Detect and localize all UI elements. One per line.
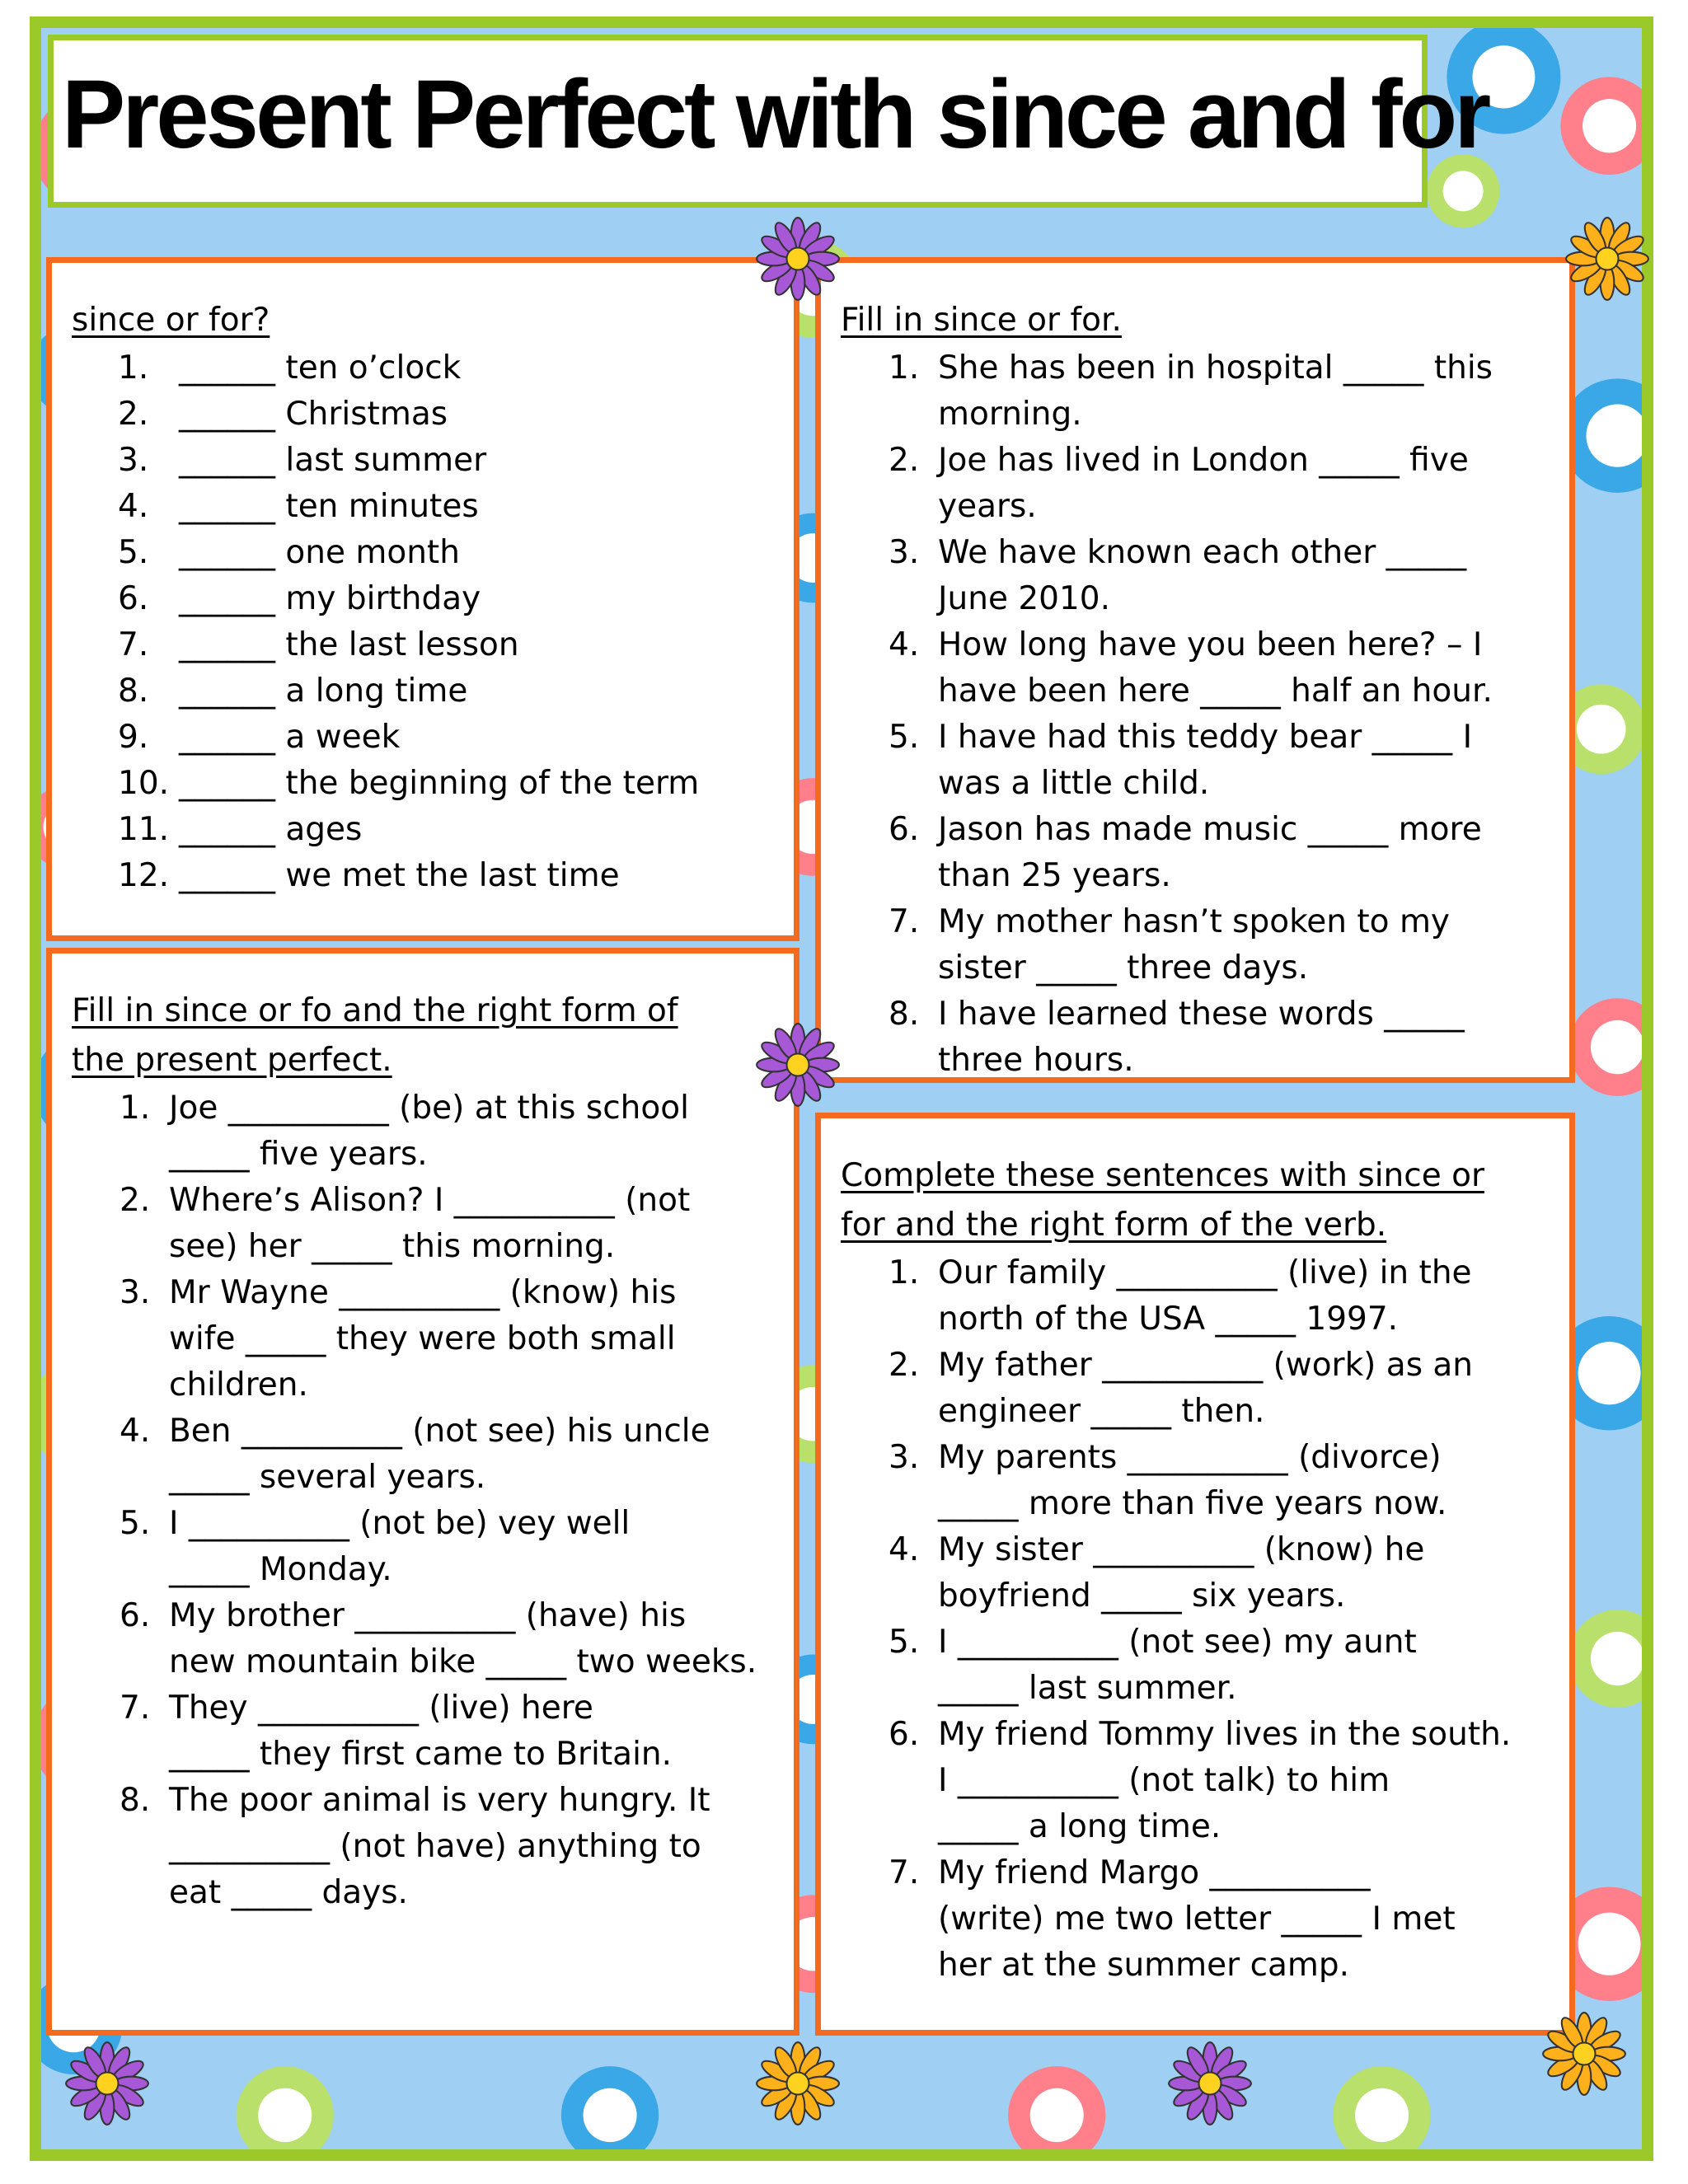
item-number: 7.	[889, 1854, 920, 1891]
item-line: Joe has lived in London _____ five	[938, 442, 1469, 479]
list-item	[841, 899, 1558, 991]
item-text: ______ ten o’clock	[179, 349, 462, 387]
orange-flower-icon	[1564, 216, 1650, 302]
item-line: Joe __________ (be) at this school	[169, 1090, 689, 1127]
list-item	[841, 1619, 1558, 1712]
item-number: 7.	[889, 903, 920, 940]
list-item	[72, 1270, 789, 1408]
item-number: 8.	[889, 996, 920, 1033]
purple-flower-icon	[755, 1022, 841, 1108]
item-number: 1.	[118, 349, 149, 387]
list-item	[841, 530, 1558, 622]
list-item	[72, 715, 781, 761]
exercise2-heading: Fill in since or for.	[841, 302, 1122, 339]
item-number: 5.	[120, 1505, 151, 1542]
page-title: Present Perfect with since and for	[62, 60, 1489, 169]
item-number: 1.	[120, 1090, 151, 1127]
item-line: wife _____ they were both small	[169, 1320, 676, 1357]
exercise1-heading-wrap	[72, 296, 270, 345]
exercise3-heading-wrap	[72, 987, 678, 1085]
item-line: eat _____ days.	[169, 1874, 408, 1911]
item-line: My parents __________ (divorce)	[938, 1439, 1442, 1476]
item-number: 6.	[889, 1716, 920, 1753]
list-item	[72, 1685, 789, 1778]
item-line: _____ Monday.	[169, 1551, 392, 1588]
background-dot-center	[1443, 171, 1484, 211]
item-text: ______ the beginning of the term	[179, 765, 700, 802]
item-number: 7.	[118, 626, 149, 663]
item-number: 4.	[120, 1413, 151, 1450]
item-text: ______ ten minutes	[179, 488, 479, 525]
background-dot-center	[1577, 705, 1626, 754]
item-number: 8.	[118, 673, 149, 710]
exercise4-heading-line: Complete these sentences with since or	[841, 1157, 1484, 1194]
item-number: 5.	[118, 534, 149, 571]
exercise4-heading-line: for and the right form of the verb.	[841, 1207, 1387, 1244]
list-item	[841, 991, 1558, 1084]
item-text: ______ ages	[179, 811, 363, 848]
item-line: _____ more than five years now.	[938, 1485, 1447, 1522]
item-line: I have had this teddy bear _____ I	[938, 719, 1473, 756]
item-text: ______ we met the last time	[179, 857, 620, 894]
item-line: (write) me two letter _____ I met	[938, 1900, 1456, 1938]
background-dot-center	[1582, 99, 1636, 152]
item-number: 2.	[118, 396, 149, 433]
item-number: 9.	[118, 719, 149, 756]
purple-flower-icon	[1167, 2041, 1253, 2126]
item-line: I __________ (not be) vey well	[169, 1505, 631, 1542]
item-number: 4.	[889, 626, 920, 663]
item-line: _____ several years.	[169, 1459, 486, 1496]
item-line: see) her _____ this morning.	[169, 1228, 616, 1265]
item-number: 3.	[889, 534, 920, 571]
item-line: Jason has made music _____ more	[938, 811, 1482, 848]
exercise2-panel	[815, 257, 1575, 1083]
list-item	[72, 345, 781, 391]
background-dot-center	[1355, 2088, 1409, 2142]
item-number: 2.	[889, 442, 920, 479]
item-line: _____ last summer.	[938, 1670, 1237, 1707]
list-item	[72, 530, 781, 576]
item-line: They __________ (live) here	[169, 1690, 593, 1727]
list-item	[72, 622, 781, 668]
purple-flower-icon	[755, 216, 841, 302]
list-item	[72, 1408, 789, 1501]
item-number: 8.	[120, 1782, 151, 1819]
exercise3-heading-line: the present perfect.	[72, 1042, 392, 1079]
item-line: years.	[938, 488, 1037, 525]
item-number: 3.	[118, 442, 149, 479]
item-line: I have learned these words _____	[938, 996, 1465, 1033]
item-line: children.	[169, 1366, 308, 1404]
background-dot-center	[1591, 1632, 1642, 1685]
background-dot-center	[1030, 2088, 1084, 2142]
item-line: The poor animal is very hungry. It	[169, 1782, 710, 1819]
exercise1-list	[72, 345, 781, 899]
list-item	[841, 1435, 1558, 1527]
list-item	[841, 715, 1558, 807]
item-line: How long have you been here? – I	[938, 626, 1483, 663]
item-line: _____ a long time.	[938, 1808, 1221, 1845]
background-dot-center	[1578, 1913, 1641, 1975]
list-item	[841, 345, 1558, 438]
item-line: My father __________ (work) as an	[938, 1347, 1474, 1384]
item-line: I __________ (not see) my aunt	[938, 1624, 1417, 1661]
item-line: Where’s Alison? I __________ (not	[169, 1182, 691, 1219]
exercise3-heading-line: Fill in since or fo and the right form of	[72, 992, 678, 1029]
background-dot-center	[1578, 1342, 1641, 1404]
item-line: was a little child.	[938, 765, 1210, 802]
item-number: 6.	[118, 580, 149, 617]
item-number: 3.	[120, 1274, 151, 1311]
orange-flower-icon	[755, 2041, 841, 2126]
item-number: 2.	[889, 1347, 920, 1384]
item-text: ______ one month	[179, 534, 460, 571]
item-line: her at the summer camp.	[938, 1947, 1350, 1984]
list-item	[72, 668, 781, 715]
item-line: She has been in hospital _____ this	[938, 349, 1493, 387]
item-text: ______ last summer	[179, 442, 487, 479]
item-text: ______ a week	[179, 719, 401, 756]
background-dot-center	[258, 2088, 312, 2142]
list-item	[841, 1527, 1558, 1619]
item-line: three hours.	[938, 1042, 1134, 1079]
list-item	[72, 484, 781, 530]
item-line: My mother hasn’t spoken to my	[938, 903, 1451, 940]
item-number: 5.	[889, 719, 920, 756]
item-number: 1.	[889, 1254, 920, 1291]
item-line: Ben __________ (not see) his uncle	[169, 1413, 710, 1450]
item-number: 11.	[118, 811, 170, 848]
item-line: My brother __________ (have) his	[169, 1597, 687, 1634]
list-item	[72, 1778, 789, 1916]
purple-flower-icon	[64, 2041, 150, 2126]
item-number: 6.	[120, 1597, 151, 1634]
exercise2-heading-wrap	[841, 296, 1122, 345]
list-item	[841, 1712, 1558, 1850]
item-line: _____ five years.	[169, 1136, 428, 1173]
list-item	[841, 438, 1558, 530]
background-dot-center	[584, 2088, 637, 2142]
list-item	[72, 1085, 789, 1178]
item-number: 6.	[889, 811, 920, 848]
exercise2-list	[841, 345, 1558, 1084]
list-item	[841, 807, 1558, 899]
list-item	[72, 853, 781, 899]
exercise3-panel	[46, 948, 799, 2036]
exercise1-panel	[46, 257, 799, 941]
item-line: __________ (not have) anything to	[169, 1828, 701, 1865]
item-line: June 2010.	[938, 580, 1110, 617]
item-line: Mr Wayne __________ (know) his	[169, 1274, 677, 1311]
item-line: boyfriend _____ six years.	[938, 1577, 1346, 1615]
exercise4-heading-wrap	[841, 1151, 1484, 1250]
item-line: Our family __________ (live) in the	[938, 1254, 1472, 1291]
item-line: new mountain bike _____ two weeks.	[169, 1643, 757, 1680]
item-number: 10.	[118, 765, 170, 802]
item-text: ______ the last lesson	[179, 626, 519, 663]
exercise4-panel	[815, 1113, 1575, 2036]
item-number: 12.	[118, 857, 170, 894]
item-number: 3.	[889, 1439, 920, 1476]
item-line: engineer _____ then.	[938, 1393, 1265, 1430]
exercise4-list	[841, 1250, 1558, 1989]
item-line: I __________ (not talk) to him	[938, 1762, 1390, 1799]
item-number: 4.	[118, 488, 149, 525]
list-item	[841, 1343, 1558, 1435]
item-line: north of the USA _____ 1997.	[938, 1301, 1399, 1338]
item-number: 1.	[889, 349, 920, 387]
item-line: sister _____ three days.	[938, 949, 1309, 987]
exercise3-list	[72, 1085, 789, 1916]
list-item	[72, 1501, 789, 1593]
item-line: have been here _____ half an hour.	[938, 673, 1493, 710]
background-dot-center	[1591, 1020, 1642, 1074]
item-number: 5.	[889, 1624, 920, 1661]
item-line: My friend Margo __________	[938, 1854, 1371, 1891]
list-item	[841, 1850, 1558, 1989]
list-item	[841, 622, 1558, 715]
item-text: ______ a long time	[179, 673, 468, 710]
title-box	[48, 35, 1489, 208]
item-line: _____ they first came to Britain.	[169, 1736, 673, 1773]
orange-flower-icon	[1541, 2011, 1627, 2097]
item-number: 2.	[120, 1182, 151, 1219]
item-line: We have known each other _____	[938, 534, 1467, 571]
item-number: 7.	[120, 1690, 151, 1727]
list-item	[72, 807, 781, 853]
item-line: My friend Tommy lives in the south.	[938, 1716, 1512, 1753]
list-item	[841, 1250, 1558, 1343]
exercise1-heading: since or for?	[72, 302, 270, 339]
item-line: morning.	[938, 396, 1082, 433]
item-text: ______ Christmas	[179, 396, 448, 433]
item-line: than 25 years.	[938, 857, 1171, 894]
item-text: ______ my birthday	[179, 580, 481, 617]
list-item	[72, 1593, 789, 1685]
list-item	[72, 391, 781, 438]
list-item	[72, 438, 781, 484]
list-item	[72, 761, 781, 807]
item-number: 4.	[889, 1531, 920, 1568]
list-item	[72, 576, 781, 622]
item-line: My sister __________ (know) he	[938, 1531, 1425, 1568]
list-item	[72, 1178, 789, 1270]
